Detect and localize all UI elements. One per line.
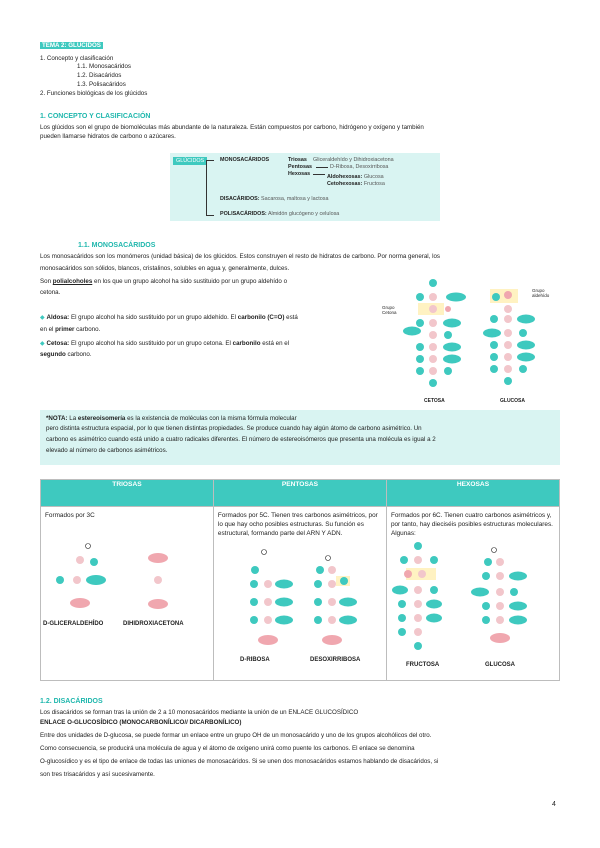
aldosa-end: está (286, 314, 298, 321)
atom-h (416, 293, 424, 301)
estereoisomeria-note (40, 410, 560, 465)
table-molecules (42, 540, 558, 660)
atom-o-outline (86, 544, 91, 549)
note-lead: *NOTA: (46, 415, 68, 422)
atom-c (264, 616, 272, 624)
toc-item-2: 2. Funciones biológicas de los glúcidos (40, 90, 148, 97)
atom-ch2oh (258, 635, 278, 645)
atom-c (414, 628, 422, 636)
atom-c (496, 572, 504, 580)
atom-h (400, 556, 408, 564)
atom-h (314, 616, 322, 624)
scheme-line (313, 174, 325, 175)
label-glucosa: GLUCOSA (485, 662, 515, 668)
atom-h (504, 377, 512, 385)
atom-oh (443, 343, 461, 352)
atom-o (404, 570, 412, 578)
atom-h (430, 586, 438, 594)
section-heading-disacaridos: 1.2. DISACÁRIDOS (40, 698, 103, 705)
toc-item-1: 1. Concepto y clasificación (40, 55, 114, 62)
atom-h (416, 355, 424, 363)
atom-h (429, 379, 437, 387)
glucosa-fig-label: GLUCOSA (500, 398, 525, 404)
atom-h (316, 566, 324, 574)
atom-oh (275, 580, 293, 589)
mono-para-line1: Los monosacáridos son los monómeros (unidad básica) de los glúcidos. Estos construyen el resto de hidratos de carbono. Por norma general, los (40, 253, 440, 260)
atom-h (414, 642, 422, 650)
atom-ch2oh (148, 599, 168, 609)
scheme-line (206, 160, 214, 161)
mono-l3a: Son (40, 278, 52, 285)
cetosa-l2b: carbono. (67, 351, 92, 358)
disac-line6: son tres trisacáridos y así sucesivamente. (40, 771, 155, 778)
atom-ch2oh (322, 635, 342, 645)
section-heading-concepto: 1. CONCEPTO Y CLASIFICACIÓN (40, 113, 151, 120)
atom-h (444, 331, 452, 339)
atom-h (414, 542, 422, 550)
atom-c (414, 600, 422, 608)
section-heading-monosacaridos: 1.1. MONOSACÁRIDOS (78, 242, 156, 249)
mono-l3c: en los que un grupo alcohol ha sido sustituido por un grupo aldehído o (94, 278, 288, 285)
mono-l4: cetona. (40, 289, 61, 296)
atom-h (416, 343, 424, 351)
atom-h (490, 365, 498, 373)
atom-c (264, 598, 272, 606)
label-desoxirribosa: DESOXIRRIBOSA (310, 657, 361, 663)
atom-c (504, 341, 512, 349)
atom-o-outline (326, 556, 331, 561)
atom-c (418, 570, 426, 578)
atom-c (496, 602, 504, 610)
atom-c (429, 331, 437, 339)
atom-h (490, 353, 498, 361)
table-header-hexosas: HEXOSAS (386, 480, 559, 507)
atom-c (429, 305, 437, 313)
aldosa-primer: primer (55, 326, 75, 333)
atom-c (429, 367, 437, 375)
atom-c (429, 343, 437, 351)
atom-c (154, 576, 162, 584)
scheme-hex-label: Hexosas (288, 171, 311, 177)
grupo-aldehido-label: Grupo aldehído (532, 288, 550, 298)
atom-oh (426, 600, 442, 609)
scheme-di-label: DISACÁRIDOS: (220, 196, 260, 202)
scheme-root: GLÚCIDOS (173, 157, 207, 165)
atom-h (519, 329, 527, 337)
note-line4: elevado al número de carbonos asimétricos. (46, 447, 168, 454)
scheme-line (206, 215, 214, 216)
pentosas-text: Formados por 5C. Tienen tres carbonos asimétricos, por lo que hay ocho posibles estructuras. Su función es estructural, formando parte del ARN Y ADN. (217, 512, 378, 537)
table-header-triosas: TRIOSAS (41, 480, 214, 507)
atom-oh (509, 572, 527, 581)
scheme-ceto-text: Fructosa (363, 181, 385, 187)
atom-oh (446, 293, 466, 302)
cetosa-label: Cetosa: (46, 340, 70, 347)
atom-oh (517, 315, 535, 324)
diamond-bullet-icon: ◆ (40, 340, 45, 347)
atom-c (414, 556, 422, 564)
atom-c (414, 614, 422, 622)
atom-h (519, 365, 527, 373)
atom-h (251, 566, 259, 574)
atom-o-outline (262, 550, 267, 555)
atom-c (504, 353, 512, 361)
atom-h (250, 580, 258, 588)
atom-oh (443, 319, 461, 328)
scheme-pent-label: Pentosas (288, 164, 312, 170)
scheme-mono: MONOSACÁRIDOS (220, 157, 270, 163)
atom-c (328, 566, 336, 574)
disac-line4: Como consecuencia, se producirá una molécula de agua y el átomo de oxígeno unirá como puente los carbonos. El enlace se denomina (40, 745, 415, 752)
grupo-cetona-label: Grupo Cetona (382, 305, 397, 315)
label-fructosa: FRUCTOSA (406, 662, 440, 668)
atom-oh (275, 598, 293, 607)
mono-polialcoholes: polialcoholes (52, 278, 93, 285)
atom-c (328, 580, 336, 588)
atom-h (510, 588, 518, 596)
triosas-text: Formados por 3C (45, 512, 95, 519)
atom-c (328, 616, 336, 624)
atom-c (504, 365, 512, 373)
atom-oh (517, 341, 535, 350)
scheme-ceto-label: Cetohexosas: (327, 181, 363, 187)
atom-h (56, 576, 64, 584)
atom-h (484, 558, 492, 566)
document-title: TEMA 2: GLÚCIDOS (42, 42, 101, 49)
atom-h (490, 341, 498, 349)
label-gliceraldehido: D-GLICERALDEHÍDO (43, 621, 104, 627)
cetosa-fig-label: CETOSA (424, 398, 445, 404)
mono-para-line2: monosacáridos son sólidos, blancos, cristalinos, solubles en agua y, generalmente, dulces. (40, 265, 290, 272)
page-number: 4 (552, 801, 556, 808)
atom-c (414, 586, 422, 594)
aldosa-l2c: carbono. (76, 326, 101, 333)
atom-c (429, 319, 437, 327)
atom-h (492, 293, 500, 301)
label-ribosa: D-RIBOSA (240, 657, 270, 663)
atom-c (76, 556, 84, 564)
atom-ch2oh (490, 633, 510, 643)
atom-h (90, 558, 98, 566)
atom-o (445, 306, 451, 312)
toc-item-1-1: 1.1. Monosacáridos (77, 63, 131, 70)
aldosa-bold: carbonilo (C=O) (237, 314, 285, 321)
atom-oh (275, 616, 293, 625)
section1-para-line1: Los glúcidos son el grupo de biomoléculas más abundante de la naturaleza. Están compuestos por carbono, hidrógeno y oxígeno y también (40, 124, 424, 131)
atom-oh (86, 575, 106, 585)
atom-h (490, 315, 498, 323)
note-line1: es la existencia de moléculas con la misma fórmula molecular (127, 415, 297, 422)
disac-line5: O-glucosídico y es el tipo de enlace de todas las uniones de monosacáridos. Si se unen dos monosacáridos estamos hablando de disacáridos, si (40, 758, 439, 765)
atom-h (482, 572, 490, 580)
atom-c (328, 598, 336, 606)
section1-para-line2: pueden llamarse hidratos de carbono o azúcares. (40, 133, 176, 140)
atom-o (504, 291, 512, 299)
atom-oh (471, 588, 489, 597)
atom-c (504, 315, 512, 323)
scheme-poli-label: POLISACÁRIDOS: (220, 211, 267, 217)
atom-c (496, 588, 504, 596)
atom-h (340, 577, 348, 585)
scheme-poli-text: Almidón glucógeno y celulosa (267, 211, 340, 217)
cetosa-bold: carbonilo (232, 340, 261, 347)
atom-h (250, 598, 258, 606)
atom-h (482, 616, 490, 624)
atom-oh (509, 616, 527, 625)
diamond-bullet-icon: ◆ (40, 314, 45, 321)
atom-c (429, 293, 437, 301)
disac-line3: Entre dos unidades de D-glucosa, se puede formar un enlace entre un grupo OH de un monosacárido y uno de los grupos alcohólicos del otro. (40, 732, 432, 739)
atom-h (416, 367, 424, 375)
table-header-pentosas: PENTOSAS (213, 480, 386, 507)
scheme-aldo-text: Glucosa (363, 174, 384, 180)
atom-c (496, 558, 504, 566)
atom-h (398, 614, 406, 622)
atom-h (444, 367, 452, 375)
atom-c (264, 580, 272, 588)
atom-oh (517, 353, 535, 362)
aldosa-l2a: en el (40, 326, 54, 333)
atom-oh (426, 614, 442, 623)
hexosas-text: Formados por 6C. Tienen cuatro carbonos asimétricos y, por tanto, hay dieciséis posibles estructuras moleculares. Algunas: (390, 512, 553, 537)
note-keyword: estereoisomería (77, 415, 126, 422)
atom-oh (509, 602, 527, 611)
atom-oh (403, 327, 421, 336)
atom-c (504, 305, 512, 313)
atom-c (429, 355, 437, 363)
scheme-pent-text: D-Ribosa, Desoxirribosa (330, 164, 389, 170)
cetosa-segundo: segundo (40, 351, 66, 358)
atom-o-outline (492, 548, 497, 553)
atom-oh (483, 329, 501, 338)
note-la: La (69, 415, 77, 422)
atom-h (250, 616, 258, 624)
scheme-aldo-label: Aldohexosas: (327, 174, 363, 180)
atom-c (496, 616, 504, 624)
scheme-di-text: Sacarosa, maltosa y lactosa (261, 196, 329, 202)
atom-h (398, 600, 406, 608)
toc-item-1-3: 1.3. Polisacáridos (77, 81, 126, 88)
cetosa-text: El grupo alcohol ha sido sustituido por un grupo cetona. El (70, 340, 231, 347)
disac-line1: Los disacáridos se forman tras la unión de 2 a 10 monosacáridos mediante la unión de un ENLACE GLUCOSÍDICO (40, 709, 359, 716)
atom-h (429, 279, 437, 287)
scheme-line (316, 167, 328, 168)
aldosa-label: Aldosa: (46, 314, 70, 321)
scheme-trio-text: Gliceraldehído y Dihidroxiacetona (313, 157, 394, 163)
atom-ch2oh (148, 553, 168, 563)
atom-h (314, 598, 322, 606)
atom-oh (392, 586, 408, 595)
scheme-trio-label: Triosas (288, 157, 307, 163)
label-dihidroxiacetona: DIHIDROXIACETONA (123, 621, 184, 627)
atom-h (430, 556, 438, 564)
note-line3: carbono es asimétrico cuando está unido a cuatro radicales diferentes. El número de estereoisómeros que presenta una molécula es igual a 2 (46, 436, 436, 443)
atom-h (482, 602, 490, 610)
atom-h (416, 319, 424, 327)
toc-item-1-2: 1.2. Disacáridos (77, 72, 122, 79)
note-line2: pero distinta estructura espacial, por lo que tienen distintas propiedades. Se produce cuando hay algún átomo de carbono asimétrico. Un (46, 425, 422, 432)
classification-scheme (170, 153, 440, 221)
atom-h (398, 628, 406, 636)
atom-oh (339, 598, 357, 607)
atom-oh (443, 355, 461, 364)
aldosa-text: El grupo alcohol ha sido sustituido por un grupo aldehído. El (70, 314, 237, 321)
atom-h (314, 580, 322, 588)
atom-ch2oh (70, 598, 90, 608)
atom-c (504, 329, 512, 337)
atom-oh (339, 616, 357, 625)
scheme-bracket (206, 160, 207, 215)
cetosa-end: está en el (262, 340, 290, 347)
disac-line2: ENLACE O-GLUCOSÍDICO (MONOCARBONÍLICO// DICARBONÍLICO) (40, 719, 242, 726)
atom-c (73, 576, 81, 584)
